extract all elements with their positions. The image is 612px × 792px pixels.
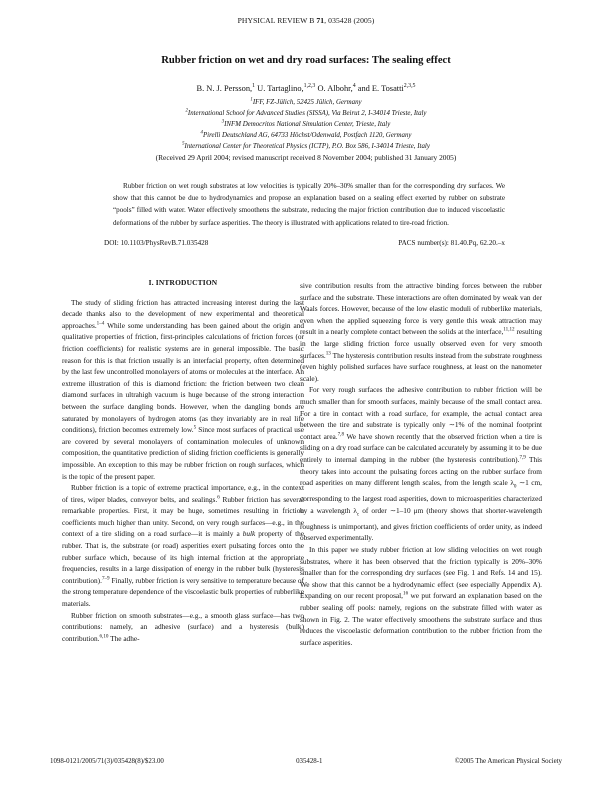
journal-name: PHYSICAL REVIEW B (237, 16, 315, 25)
citation-ref: 7,9 (519, 454, 526, 461)
citation-ref: 6,10 (99, 633, 109, 640)
affiliations (0, 97, 612, 163)
citation-ref: 13 (325, 350, 331, 357)
left-column-body (62, 297, 304, 645)
citation-ref: 5 (193, 424, 197, 431)
abstract: Rubber friction on wet rough substrates at low velocities is typically 20%–30% smaller than for the corresponding dry surfaces. We show that this cannot be due to hydrodynamics and propose an explanation based on a sealing effect exerted by rubber on substrate “pools” filled with water. Water effectively smoothens the substrate, reducing the major friction contribution due to induced viscoelastic deformations of the rubber by surface asperities. The theory is illustrated with applications related to tire-road friction. (113, 182, 505, 227)
copyright: ©2005 The American Physical Society (454, 758, 562, 765)
citation-ref: 6 (217, 494, 220, 501)
citation-ref: 11,12 (503, 326, 515, 333)
running-head (0, 16, 612, 25)
body-paragraph: The study of sliding friction has attracted increasing interest during the last decade thanks also to the development of new experimental and theoretical approaches.$^{1-4}$ While some understanding has been gained about the origin and qualitative properties of friction, first-principles calculations of friction forces (or friction coefficients) for realistic systems are in general impossible. The basic reason for this is that friction usually is an interfacial property, often determined by the last few uncontrolled monolayers of atoms or molecules at the interface. An extreme illustration of this is diamond friction: the friction between two clean diamond surfaces in ultrahigh vacuum is huge because of the strong interaction between the surface dangling bonds. However, when the dangling bonds are saturated by monolayers of hydrogen atoms (as they invariably are in real life conditions), friction becomes extremely low.$^5$ Since most surfaces of practical use are covered by several monolayers of contamination molecules of unknown composition, the quantitative prediction of sliding friction coefficients is generally impossible. An exception to this may be rubber friction on rough surfaces, which is the topic of the present paper. (62, 297, 304, 481)
author-list (0, 84, 612, 93)
pacs-numbers: PACS number(s): 81.40.Pq, 62.20.–x (398, 239, 505, 247)
volume-number: 71 (316, 16, 325, 25)
author: and E. Tosatti$^{2,3,5}$ (357, 83, 416, 93)
citation-ref: 16 (403, 590, 409, 597)
received-dates: (Received 29 April 2004; revised manuscript received 8 November 2004; published 31 January 2005) (155, 153, 457, 162)
footer-issn: 1098-0121/2005/71(3)/035428(8)/$23.00 (50, 758, 164, 765)
affiliation: $^2$International School for Advanced Studies (SISSA), Via Beirut 2, I-34014 Trieste, Italy (185, 108, 427, 117)
author: O. Albohr,$^4$ (317, 83, 356, 93)
body-paragraph: sive contribution results from the attractive binding forces between the rubber surface and the substrate. These interactions are often dominated by weak van der Waals forces. However, because of the low elastic moduli of rubberlike materials, even when the applied squeezing force is very gentle this weak attraction may result in a nearly complete contact between the solids at the interface,$^{11,12}$ resulting in the large sliding friction force usually observed even for very smooth surfaces.$^{13}$ The hysteresis contribution results instead from the substrate roughness (even highly polished surfaces have surface roughness, at least on the nanometer scale). (300, 281, 542, 383)
body-paragraph: In this paper we study rubber friction at low sliding velocities on wet rough substrates, where it has been observed that the friction typically is 20%–30% smaller than for the corresponding dry surfaces (see Fig. 1 and Refs. 14 and 15). We show that this cannot be a hydrodynamic effect (see especially Appendix A). Expanding on our recent proposal,$^{16}$ we put forward an explanation based on the rubber sealing off pools: namely, regions on the substrate filled with water as shown in Fig. 2. The water effectively smoothens the substrate surface and thus reduces the viscoelastic deformation contribution to the rubber friction from the surface asperities. (300, 544, 542, 647)
right-column (300, 280, 542, 648)
doi-pacs-row (104, 239, 505, 247)
doi[interactable]: DOI: 10.1103/PhysRevB.71.035428 (104, 239, 209, 247)
page-footer (50, 758, 562, 765)
article-id-year: , 035428 (2005) (324, 16, 375, 25)
paper-title: Rubber friction on wet and dry road surfaces: The sealing effect (161, 55, 451, 66)
left-column (62, 280, 304, 644)
body-paragraph: Rubber friction is a topic of extreme practical importance, e.g., in the context of tires, wiper blades, conveyor belts, and sealings.$^6$ Rubber friction has several remarkable properties. First, it may be huge, sometimes resulting in friction coefficients much higher than unity. Second, on very rough surfaces—e.g., in the context of a tire sliding on a road surface—it is mainly a bulk property of the rubber. That is, the substrate (or road) asperities exert pulsating forces onto the rubber surface which, because of its high internal friction at the appropriate frequencies, results in a large dissipation of energy in the rubber bulk (hysteresis contribution).$^{7-9}$ Finally, rubber friction is very sensitive to temperature because of the strong temperature dependence of the viscoelastic bulk properties of rubberlike materials. (62, 483, 304, 609)
citation-ref: 7,8 (337, 431, 345, 438)
affiliation: $^3$INFM Democritos National Simulation Center, Trieste, Italy (221, 119, 391, 128)
author: U. Tartaglino,$^{1,2,3}$ (257, 83, 316, 93)
page-number: 035428-1 (296, 758, 323, 765)
affiliation: $^5$International Center for Theoretical Physics (ICTP), P.O. Box 586, I-34014 Trieste, Italy (182, 141, 430, 150)
section-heading: I. INTRODUCTION (148, 278, 218, 287)
citation-ref: 7–9 (101, 575, 110, 582)
right-column-body (300, 280, 542, 648)
affiliation: $^4$Pirelli Deutschland AG, 64733 Höchst/Odenwald, Postfach 1120, Germany (200, 130, 412, 139)
body-paragraph: Rubber friction on smooth substrates—e.g., a smooth glass surface—has two contributions: namely, an adhesive (surface) and a hysteresis (bulk) contribution.$^{6,10}$ The adhe- (62, 610, 304, 643)
citation-ref: 1–4 (96, 320, 105, 327)
author: B. N. J. Persson,$^1$ (196, 83, 256, 93)
body-paragraph: For very rough surfaces the adhesive contribution to rubber friction will be much smaller than for smooth surfaces, mainly because of the small contact area. For a tire in contact with a road surface, for example, the actual contact area between the tire and substrate is typically only ∼1% of the nominal footprint contact area.$^{7,8}$ We have shown recently that the observed friction when a tire is sliding on a dry road surface can be calculated accurately by assuming it to be due entirely to internal damping in the rubber (the hysteresis contribution).$^{7,9}$ This theory takes into account the pulsating forces acting on the rubber surface from road asperities on many different length scales, from the length scale $\lambda_0$ ∼1 cm, corresponding to the largest road asperities, down to microasperities characterized by a wavelength $\lambda_c$ of order ∼1–10 μm (theory shows that shorter-wavelength roughness is unimportant), and gives friction coefficients of order unity, as indeed observed experimentally. (300, 385, 542, 543)
affiliation: $^1$IFF, FZ-Jülich, 52425 Jülich, Germany (250, 97, 362, 106)
